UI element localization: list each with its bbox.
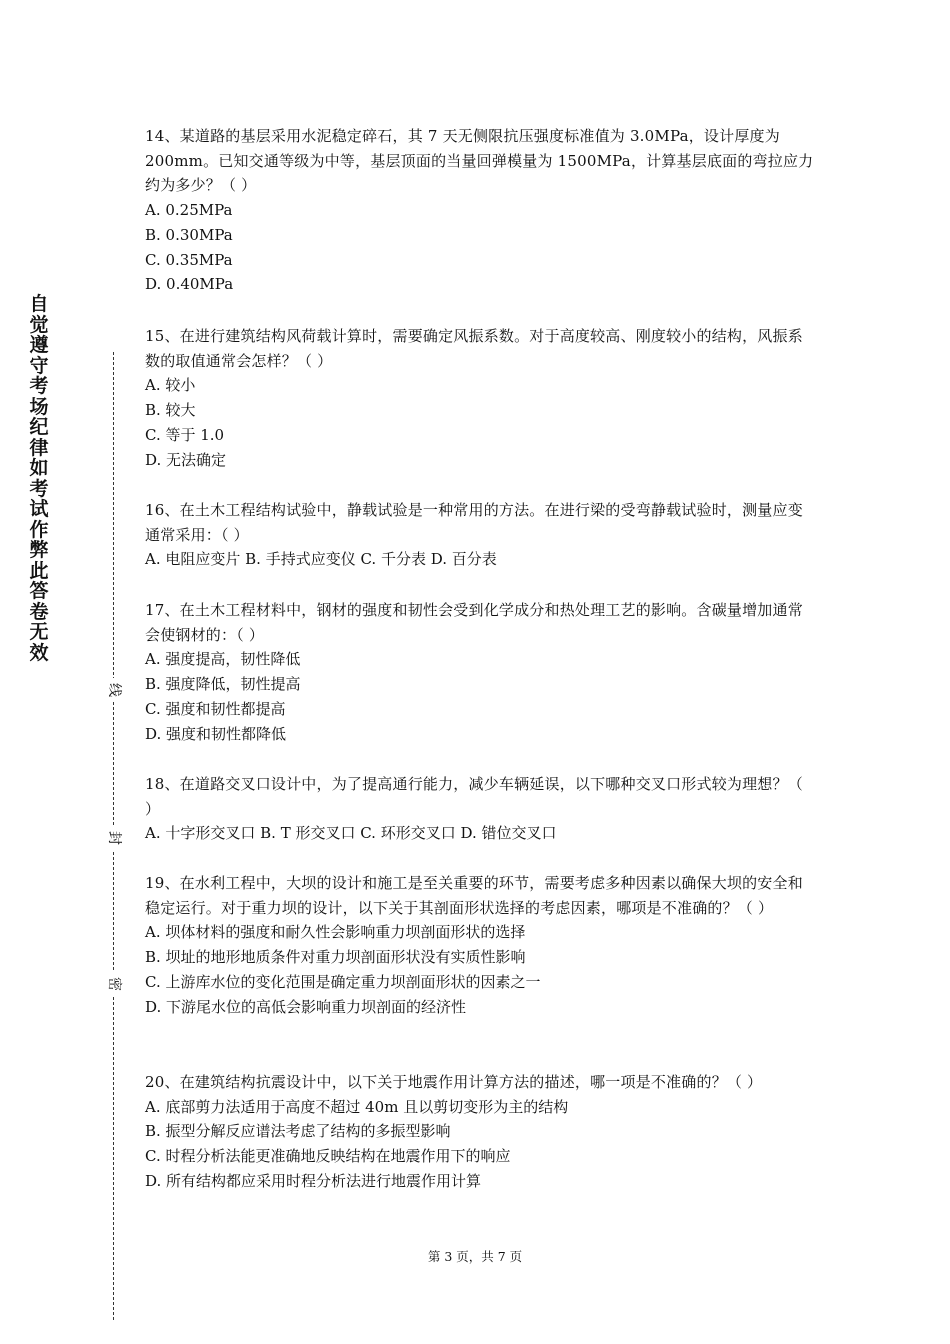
option-a: A. 强度提高，韧性降低 [145,650,301,669]
option-b: B. 振型分解反应谱法考虑了结构的多振型影响 [145,1122,451,1141]
question-15 [145,324,815,472]
option-a: A. 较小 [145,376,196,395]
option-a: A. 底部剪力法适用于高度不超过 40m 且以剪切变形为主的结构 [145,1097,569,1116]
option-b: B. 坝址的地形地质条件对重力坝剖面形状没有实质性影响 [145,948,526,967]
question-stem: 20、在建筑结构抗震设计中，以下关于地震作用计算方法的描述，哪一项是不准确的？（ ） [145,1073,763,1091]
question-stem: 15、在进行建筑结构风荷载计算时，需要确定风振系数。对于高度较高、刚度较小的结构，风振系数的取值通常会怎样？（ ） [145,327,803,370]
option-a: A. 0.25MPa [145,201,233,220]
question-stem: 19、在水利工程中，大坝的设计和施工是至关重要的环节，需要考虑多种因素以确保大坝的安全和稳定运行。对于重力坝的设计，以下关于其剖面形状选择的考虑因素，哪项是不准确的？（ ） [145,874,803,917]
option-a: A. 坝体材料的强度和耐久性会影响重力坝剖面形状的选择 [145,923,526,942]
option-d: D. 所有结构都应采用时程分析法进行地震作用计算 [145,1171,482,1190]
option-c: C. 等于 1.0 [145,425,225,444]
option-b: B. 0.30MPa [145,225,233,244]
binding-mark-secret: 密 [105,972,123,996]
question-18 [145,772,815,846]
option-c: C. 0.35MPa [145,250,233,269]
question-19 [145,871,815,1019]
question-stem: 14、某道路的基层采用水泥稳定碎石，其 7 天无侧限抗压强度标准值为 3.0MPa，设计厚度为 200mm。已知交通等级为中等，基层顶面的当量回弹模量为 1500MPa，计算基层底面的弯拉应力约为多少？（ ） [145,127,814,195]
option-b: B. 强度降低，韧性提高 [145,675,301,694]
options-inline: A. 电阻应变片 B. 手持式应变仪 C. 千分表 D. 百分表 [145,550,497,569]
question-16 [145,498,815,572]
option-b: B. 较大 [145,401,196,420]
binding-mark-line: 线 [105,678,123,702]
question-stem: 18、在道路交叉口设计中，为了提高通行能力，减少车辆延误，以下哪种交叉口形式较为理想？（ ） [145,775,803,818]
question-20 [145,1070,815,1194]
question-stem: 16、在土木工程结构试验中，静载试验是一种常用的方法。在进行梁的受弯静载试验时，测量应变通常采用：（ ） [145,501,803,544]
option-d: D. 0.40MPa [145,275,234,294]
exam-discipline-notice: 自觉遵守考场纪律如考试作弊此答卷无效 [29,293,49,664]
question-14 [145,124,815,297]
option-d: D. 无法确定 [145,450,227,469]
option-c: C. 上游库水位的变化范围是确定重力坝剖面形状的因素之一 [145,972,541,991]
options-inline: A. 十字形交叉口 B. T 形交叉口 C. 环形交叉口 D. 错位交叉口 [145,824,557,843]
question-stem: 17、在土木工程材料中，钢材的强度和韧性会受到化学成分和热处理工艺的影响。含碳量增加通常会使钢材的：（ ） [145,601,803,644]
option-c: C. 时程分析法能更准确地反映结构在地震作用下的响应 [145,1147,511,1166]
option-c: C. 强度和韧性都提高 [145,699,286,718]
binding-mark-seal: 封 [105,826,123,850]
option-d: D. 下游尾水位的高低会影响重力坝剖面的经济性 [145,997,467,1016]
option-d: D. 强度和韧性都降低 [145,724,287,743]
page-number: 第 3 页，共 7 页 [427,1249,523,1264]
question-17 [145,598,815,746]
